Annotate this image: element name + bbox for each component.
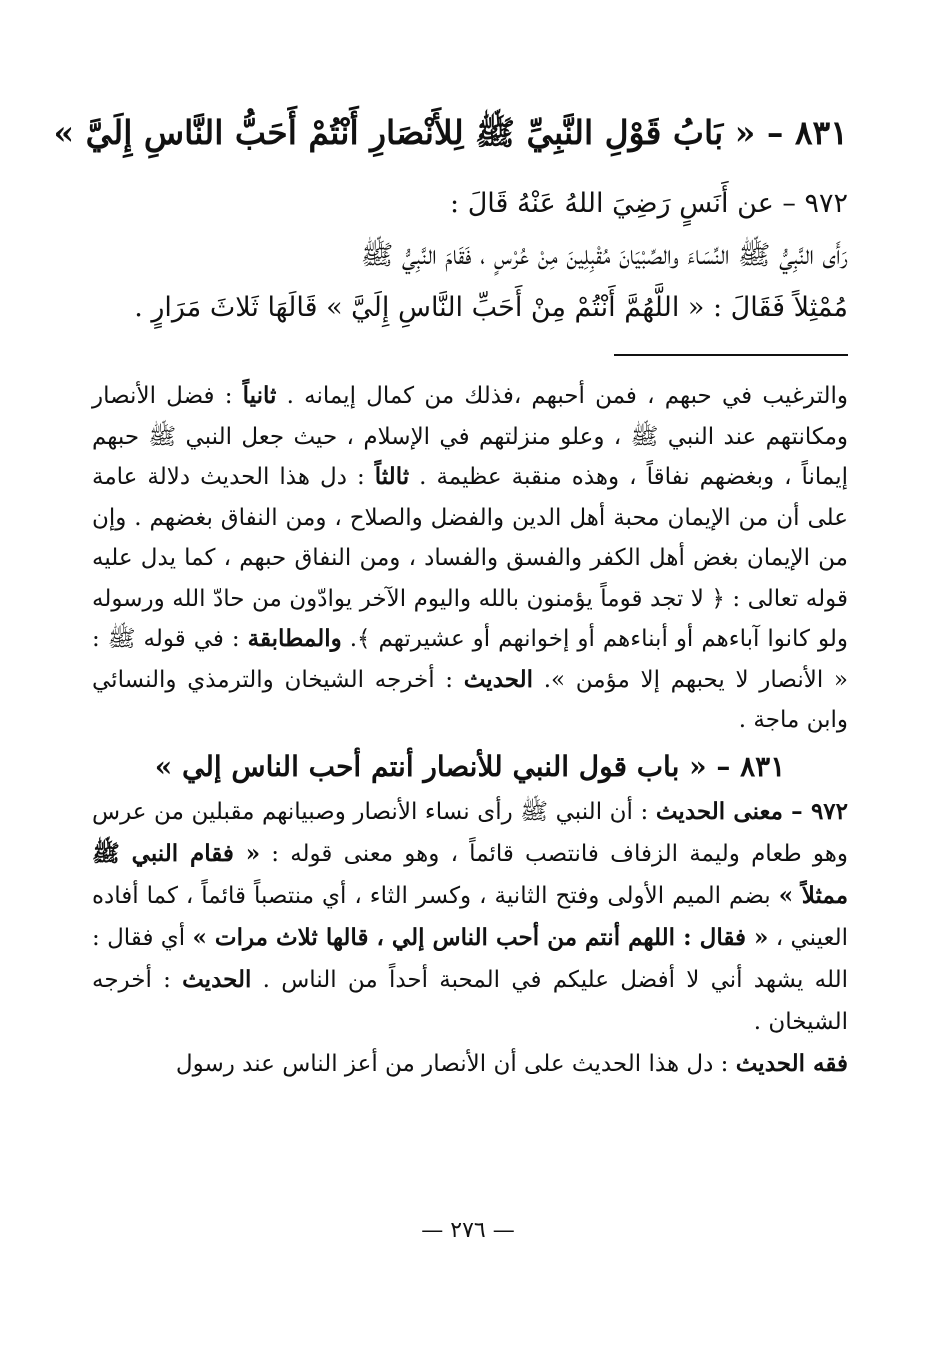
- label-third: ثالثاً: [374, 463, 410, 490]
- commentary-part-3: : دل هذا الحديث دلالة عامة على أن من الإيمان محبة أهل الدين والفضل والصلاح ، ومن النفاق بغضهم . وإن من الإيمان بغض أهل الكفر والفسق والفساد ، ومن النفاق حبهم ، كما يدل عليه قوله تعالى : ﴿ لا تجد قوماً يؤمنون بالله واليوم الآخر يوادّون من حادّ الله ورسوله ولو كانوا آباءهم أو أبناءهم أو إخوانهم أو عشيرتهم ﴾.: [92, 464, 848, 652]
- chapter-heading: ٨٣١ – « بَابُ قَوْلِ النَّبِيِّ ﷺ لِلأَنْصَارِ أَنْتُمْ أَحَبُّ النَّاسِ إِلَيَّ »: [53, 113, 848, 152]
- commentary-part-5: : أخرجه الشيخان والترمذي والنسائي وابن ماجة .: [92, 666, 848, 733]
- separator-rule: [614, 354, 848, 356]
- label-quote-1: « فقام النبي ﷺ ممثلاً »: [92, 839, 849, 909]
- label-quote-2: « فقال : اللهم أنتم من أحب الناس إلي ، قالها ثلاث مرات »: [192, 923, 769, 951]
- explanation-part-1: : أن النبي ﷺ رأى نساء الأنصار وصبيانهم مقبلين من عرس وهو طعام وليمة الزفاف فانتصب قائماً ، وهو معنى قوله :: [92, 798, 849, 867]
- commentary-part-1: والترغيب في حبهم ، فمن أحبهم ،فذلك من كمال إيمانه .: [286, 383, 849, 409]
- hadith-line-1: ٩٧٢ – عن أَنَسٍ رَضِيَ اللهُ عَنْهُ قَالَ :: [450, 188, 848, 219]
- explanation: [92, 791, 848, 1085]
- explanation-part-4: : أخرجه الشيخان .: [92, 966, 848, 1035]
- commentary-part-2: : فضل الأنصار ومكانتهم عند النبي ﷺ ، وعلو منزلتهم في الإسلام ، حيث جعل النبي ﷺ حبهم إيماناً ، وبغضهم نفاقاً ، وهذه منقبة عظيمة .: [92, 383, 849, 490]
- hadith-text: [92, 178, 848, 334]
- hadith-line-2: رَأَى النَّبِيُّ ﷺ النِّسَاءَ والصِّبْيَانَ مُقْبِلِينَ مِنْ عُرْسٍ ، فَقَامَ النَّبِيُّ ﷺ: [360, 240, 848, 271]
- page-body: [53, 108, 849, 1085]
- label-number-meaning: ٩٧٢ – معنى الحديث: [655, 797, 849, 825]
- explanation-part-2: بضم الميم الأولى وفتح الثانية ، وكسر الثاء ، أي منتصباً قائماً ، كما أفاده العيني ،: [92, 882, 849, 951]
- label-match: والمطابقة: [247, 625, 342, 652]
- label-hadith: الحديث: [463, 665, 534, 693]
- explanation-part-5: : دل هذا الحديث على أن الأنصار من أعز الناس عند رسول: [175, 1050, 729, 1077]
- sub-chapter-heading: ٨٣١ – « باب قول النبي للأنصار أنتم أحب الناس إلي »: [154, 749, 786, 783]
- label-second: ثانياً: [242, 382, 277, 409]
- page-number: — ٢٧٦ —: [421, 1218, 515, 1243]
- hadith-line-3: مُمْثِلاً فَقَالَ : « اللَّهُمَّ أَنْتُمْ مِنْ أَحَبِّ النَّاسِ إِلَيَّ » قَالَهَا ثَلاثَ مَرَارٍ .: [134, 292, 848, 323]
- fiqh-paragraph: [92, 1043, 848, 1085]
- explanation-paragraph: [92, 791, 848, 1043]
- commentary-part-4: : في قوله ﷺ : « الأنصار لا يحبهم إلا مؤمن ».: [92, 626, 848, 693]
- label-fiqh: فقه الحديث: [735, 1049, 848, 1077]
- commentary-paragraph: [92, 376, 848, 741]
- label-hadith-2: الحديث: [182, 965, 252, 993]
- commentary: [92, 376, 848, 741]
- explanation-part-3: أي فقال : الله يشهد أني لا أفضل عليكم في المحبة أحداً من الناس .: [92, 924, 848, 993]
